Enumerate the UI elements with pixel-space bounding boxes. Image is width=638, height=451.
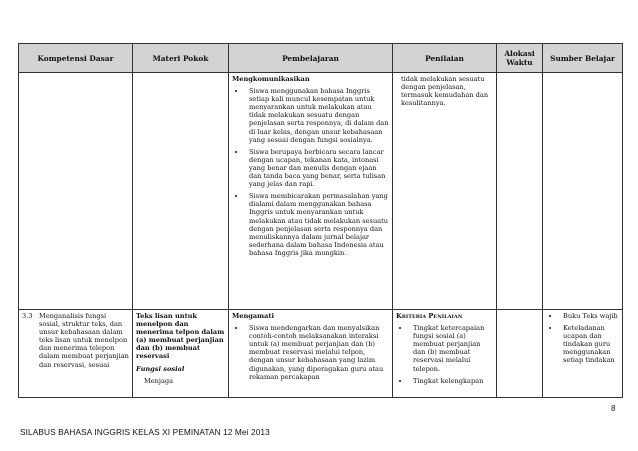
materi-cell	[133, 310, 229, 398]
penilaian-cell	[393, 310, 497, 398]
penilaian-text: tidak melakukan sesuatu dengan penjelasan, termasuk kemudahan dan kesulitannya.	[401, 75, 489, 108]
pembelajaran-section-title: Mengamati	[232, 312, 274, 320]
list-item: • Siswa berupaya berbicara secara lancar dengan ucapan, tekanan kata, intonasi yang benar dan menulis dengan ejaan dan tanda baca yang benar, serta tulisan yang jelas dan rapi.	[246, 148, 389, 188]
kd-text: Menganalisis fungsi sosial, struktur teks, dan unsur kebahasaan dalam teks lisan untuk menelpon dan menerima telepon dalam membuat perjanjian dan reservasi, sesuai	[39, 312, 129, 369]
list-item: • Siswa menggunakan bahasa Inggris setiap kali muncul kesempatan untuk menyarankan untuk melakukan atau tidak melakukan sesuatu dengan penjelasan serta responnya, di dalam dan di luar kelas, dengan unsur kebahasaan yang sesuai dengan fungsi sosialnya.	[246, 87, 389, 144]
header-sumber-belajar: Sumber Belajar	[543, 44, 623, 73]
header-alokasi-waktu: Alokasi Waktu	[497, 44, 543, 73]
page-number: 8	[611, 404, 616, 413]
pembelajaran-cell	[229, 310, 393, 398]
kd-cell	[19, 73, 133, 310]
header-kompetensi-dasar: Kompetensi Dasar	[19, 44, 133, 73]
header-penilaian: Penilaian	[393, 44, 497, 73]
sumber-cell	[543, 310, 623, 398]
header-materi-pokok: Materi Pokok	[133, 44, 229, 73]
pembelajaran-cell	[229, 73, 393, 310]
pembelajaran-section-title: Mengkomunikasikan	[232, 75, 310, 83]
list-item: • Tingkat ketercapaian fungsi sosial (a) membuat perjanjian dan (b) membuat reservasi melalui telepon.	[410, 324, 493, 373]
syllabus-table	[18, 43, 623, 398]
list-item: • Tingkat kelengkapan	[410, 377, 493, 385]
table-row	[19, 310, 623, 398]
penilaian-cell	[393, 73, 497, 310]
materi-text: Menjaga	[144, 376, 174, 385]
pembelajaran-list	[232, 324, 389, 381]
page-footer: SILABUS BAHASA INGGRIS KELAS XI PEMINATAN 12 Mei 2013	[20, 427, 270, 437]
materi-pokok-title: Teks lisan untuk menelpon dan menerima telpon dalam (a) membuat perjanjian dan (b) membuat reservasi	[136, 312, 225, 361]
materi-cell	[133, 73, 229, 310]
kd-number: 3.3	[22, 312, 33, 320]
fungsi-sosial-label: Fungsi sosial	[136, 364, 185, 373]
kd-cell	[19, 310, 133, 398]
header-pembelajaran: Pembelajaran	[229, 44, 393, 73]
sumber-cell	[543, 73, 623, 310]
list-item: • Siswa mendengarkan dan menyalsikan contoh-contoh melaksanakan interaksi untuk (a) membuat perjanjian dan (b) membuat reservasi melalui telpon, dengan unsur kebahasaan yang lazim digunakan, yang diperagakan guru atau rekaman percakapan	[246, 324, 389, 381]
penilaian-list	[396, 324, 493, 385]
alokasi-cell	[497, 310, 543, 398]
sumber-list	[546, 312, 619, 365]
list-item: • Keteladanan ucapan dan tindakan guru menggunakan setiap tindakan	[560, 324, 619, 364]
table-row	[19, 73, 623, 310]
pembelajaran-list	[232, 87, 389, 257]
kriteria-penilaian-title: Kriteria Penilaian	[396, 312, 463, 320]
alokasi-cell	[497, 73, 543, 310]
list-item: • Buku Teks wajib	[560, 312, 619, 320]
table-header-row	[19, 44, 623, 73]
list-item: • Siswa membicarakan permasalahan yang dialami dalam menggunakan bahasa Inggris untuk menyarankan untuk melakukan atau tidak melakukan sesuatu dengan penjelasan serta responnya dan menuliskannya dalam jurnal belajar sederhana dalam bahasa Indonesia atau bahasa Inggris jika mungkin.	[246, 192, 389, 257]
